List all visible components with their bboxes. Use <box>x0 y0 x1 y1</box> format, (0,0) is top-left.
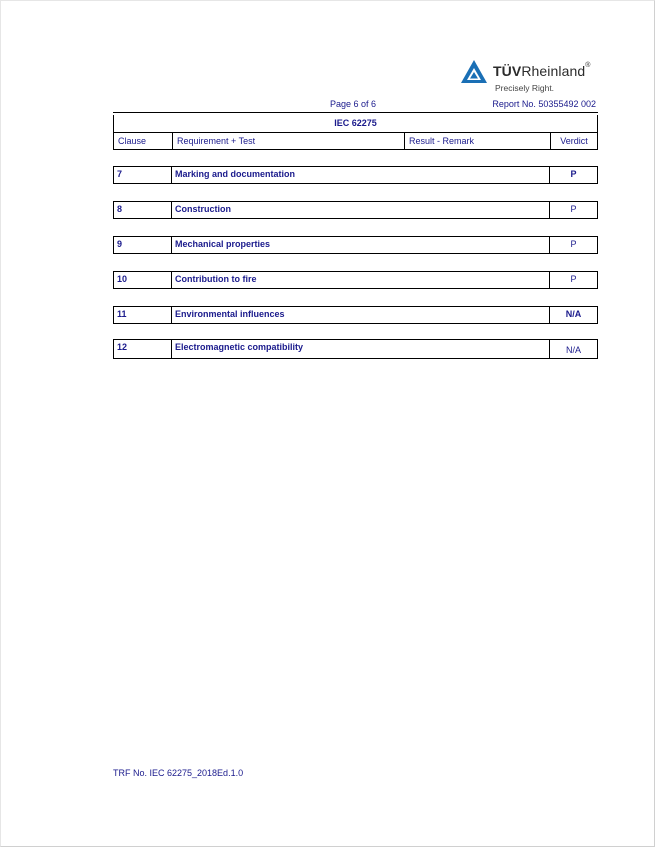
section-verdict: P <box>570 204 577 214</box>
section-verdict: P <box>570 169 577 179</box>
column-header-result: Result - Remark <box>405 133 551 149</box>
tuv-rheinland-logo <box>460 59 610 99</box>
section-row <box>113 166 598 184</box>
section-verdict: N/A <box>565 345 581 355</box>
trf-number: TRF No. IEC 62275_2018Ed.1.0 <box>113 768 244 778</box>
section-verdict: P <box>570 239 577 249</box>
section-title: Contribution to fire <box>175 274 257 284</box>
header-rule <box>113 112 598 113</box>
section-row <box>113 339 598 359</box>
brand-name: TÜVRheinland® <box>493 62 591 79</box>
section-verdict: P <box>570 274 577 284</box>
section-clause: 12 <box>117 342 128 352</box>
section-clause: 10 <box>117 274 128 284</box>
brand-tagline: Precisely Right. <box>495 83 555 93</box>
section-clause: 9 <box>117 239 123 249</box>
section-row <box>113 271 598 289</box>
column-header-row <box>114 132 597 149</box>
standard-header-table <box>113 115 598 150</box>
triangle-logo-icon <box>460 59 488 85</box>
section-title: Environmental influences <box>175 309 285 319</box>
section-title: Construction <box>175 204 231 214</box>
section-clause: 11 <box>117 309 127 319</box>
column-header-verdict: Verdict <box>560 136 588 146</box>
standard-title: IEC 62275 <box>334 118 377 128</box>
column-header-clause: Clause <box>114 133 173 149</box>
section-title: Mechanical properties <box>175 239 271 249</box>
column-header-requirement: Requirement + Test <box>173 133 405 149</box>
page-number: Page 6 of 6 <box>330 99 377 109</box>
section-clause: 7 <box>117 169 123 179</box>
section-row <box>113 236 598 254</box>
section-title: Electromagnetic compatibility <box>175 342 304 352</box>
section-clause: 8 <box>117 204 123 214</box>
report-number: Report No. 50355492 002 <box>492 99 596 109</box>
section-verdict: N/A <box>565 309 582 319</box>
section-title: Marking and documentation <box>175 169 296 179</box>
section-row <box>113 201 598 219</box>
section-row <box>113 306 598 324</box>
